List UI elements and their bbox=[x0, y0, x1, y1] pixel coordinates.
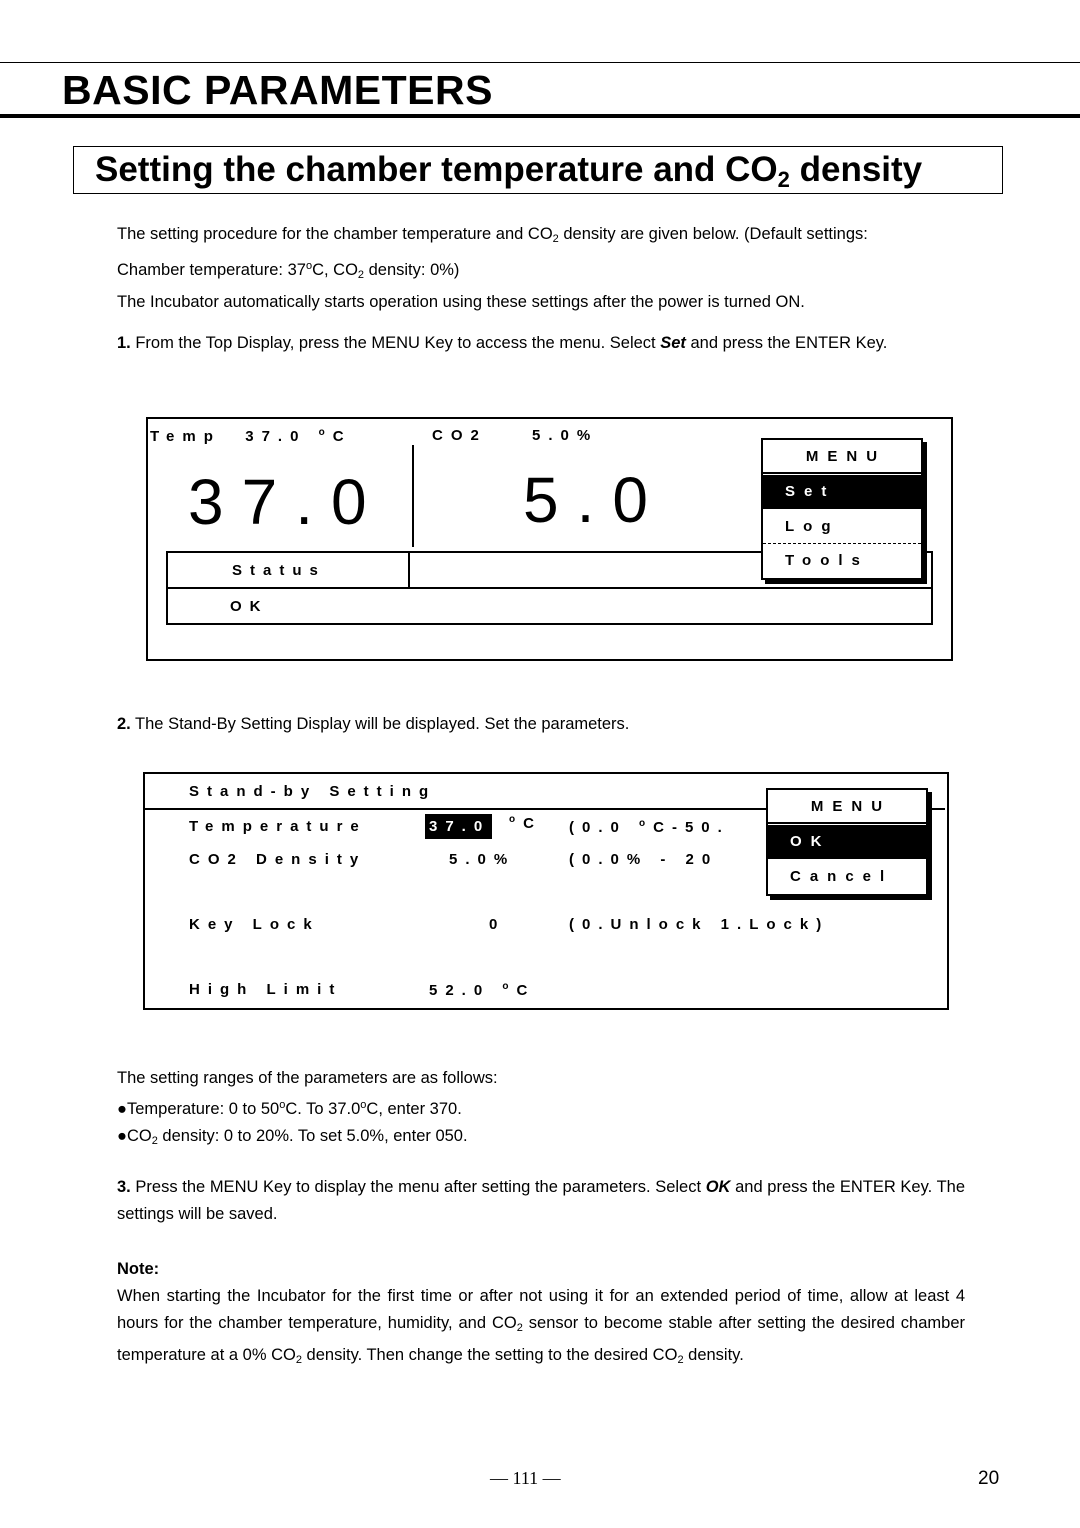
status-label: Status bbox=[232, 562, 326, 579]
co2-readout-value: 5.0% bbox=[532, 427, 599, 444]
temperature-unit: $^o$C bbox=[509, 814, 542, 832]
keylock-label: Key Lock bbox=[189, 916, 320, 933]
footer-page-marker: — 111 — bbox=[490, 1468, 561, 1488]
keylock-range: (0.Unlock 1.Lock) bbox=[569, 916, 830, 933]
step-2: 2. The Stand-By Setting Display will be displayed. Set the parameters. bbox=[117, 715, 630, 733]
page-title: BASIC PARAMETERS bbox=[62, 67, 493, 113]
menu-item-tools[interactable]: Tools bbox=[785, 552, 869, 569]
intro-paragraph: The setting procedure for the chamber temperature and $CO_2$ density are given below. (Default settings: Chamber temperature: 37$^o$C, $CO_2$ density: 0%) The Incubator automatically starts operation using these settings after the power is turned ON. bbox=[117, 225, 868, 311]
page-number: 20 bbox=[978, 1468, 1000, 1489]
co2-density-value[interactable]: 5.0% bbox=[449, 851, 516, 868]
setting-ranges: The setting ranges of the parameters are as follows: ●Temperature: 0 to 50$^o$C. To 37.0$^o$C, enter 370. $●CO_2$ density: 0 to 20%. To set 5.0%, enter 050. bbox=[117, 1069, 498, 1147]
status-divider bbox=[408, 587, 931, 589]
menu-item-log[interactable]: Log bbox=[763, 510, 921, 544]
title-underline bbox=[0, 114, 1080, 118]
big-co2: 5.0 bbox=[523, 464, 666, 536]
menu-title: MENU bbox=[768, 790, 926, 824]
high-limit-label: High Limit bbox=[189, 981, 343, 998]
big-temperature: 37.0 bbox=[188, 466, 385, 538]
status-value: OK bbox=[230, 598, 269, 615]
menu-popup bbox=[761, 438, 923, 580]
co2-density-range: (0.0% - 20 bbox=[569, 851, 719, 868]
menu-item-cancel[interactable]: Cancel bbox=[790, 868, 894, 885]
temperature-range: (0.0 $^o$C-50. bbox=[569, 818, 730, 836]
menu-item-ok[interactable]: OK bbox=[768, 825, 926, 859]
top-rule bbox=[0, 62, 1080, 63]
step-1: 1. From the Top Display, press the MENU Key to access the menu. Select Set and press the ENTER Key. bbox=[117, 334, 888, 352]
note-text: When starting the Incubator for the first time or after not using it for an extended period of time, allow at least 4 hours for the chamber temperature, humidity, and $CO_2$ sensor to become stable after setting the desired chamber temperature at a 0% $CO_2$ density. Then change the setting to the desired $CO_2$ density. bbox=[117, 1287, 965, 1366]
menu-popup bbox=[766, 788, 928, 896]
co2-density-label: CO2 Density bbox=[189, 851, 367, 868]
standby-title: Stand-by Setting bbox=[189, 783, 437, 800]
keylock-value[interactable]: 0 bbox=[489, 916, 506, 933]
menu-item-set[interactable]: Set bbox=[763, 475, 921, 509]
temperature-label: Temperature bbox=[189, 818, 367, 835]
menu-title: MENU bbox=[763, 440, 921, 474]
temp-readout: Temp 37.0 $^o$C bbox=[150, 427, 352, 445]
section-title: Setting the chamber temperature and $CO_2$ density bbox=[95, 150, 923, 192]
status-label-cell bbox=[168, 553, 410, 589]
note-heading: Note: bbox=[117, 1260, 160, 1278]
co2-readout-label: CO2 bbox=[432, 427, 487, 444]
high-limit-value: 52.0 $^o$C bbox=[429, 981, 536, 999]
top-display-screen bbox=[146, 417, 953, 661]
display-divider bbox=[412, 445, 414, 547]
standby-setting-screen bbox=[143, 772, 949, 1010]
step-3: 3. Press the MENU Key to display the menu after setting the parameters. Select OK and press the ENTER Key. The settings will be saved. bbox=[117, 1178, 965, 1223]
temperature-input[interactable]: 37.0 bbox=[425, 814, 492, 839]
